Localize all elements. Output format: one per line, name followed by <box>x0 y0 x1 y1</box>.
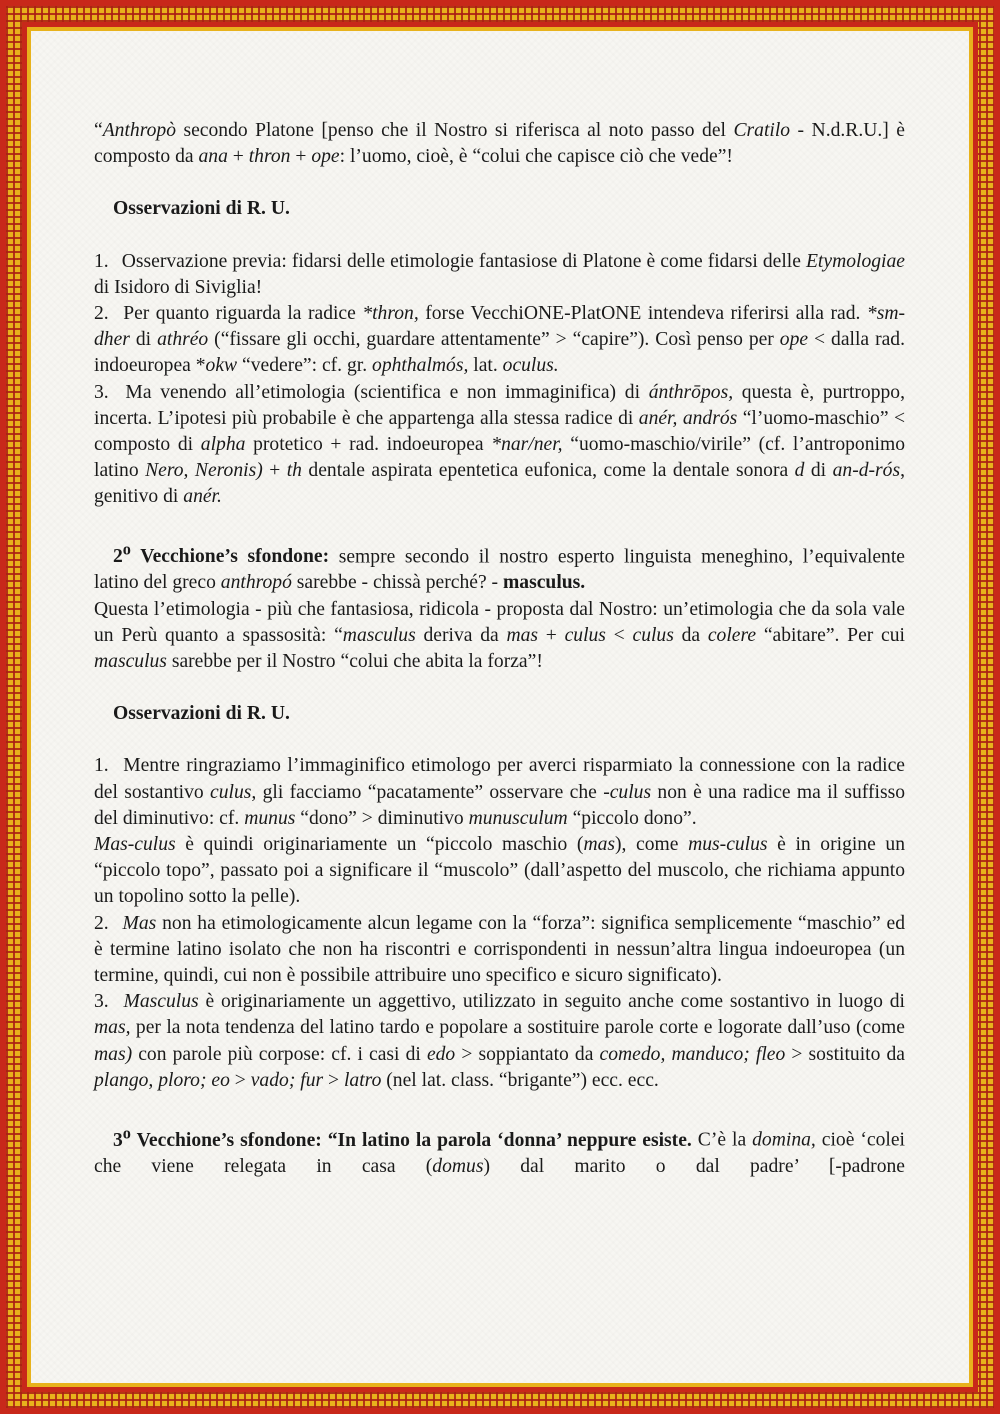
term: *sm-dher <box>94 303 905 351</box>
list-item <box>94 989 905 1094</box>
term: culus <box>632 624 674 646</box>
text-run: questa è, purtroppo, incerta. L’ipotesi più probabile è che appartenga alla stessa radice di <box>94 381 905 429</box>
text-run: + <box>227 146 249 168</box>
term: culus <box>564 624 606 646</box>
text-run: , genitivo di <box>94 460 905 508</box>
text-run: forse VecchiONE-PlatONE intendeva riferirsi alla rad. <box>418 303 867 325</box>
list-item <box>94 753 905 832</box>
item-number: 1. <box>94 755 109 777</box>
term: munus <box>244 807 296 829</box>
sfondone-number: 3 <box>113 1129 123 1151</box>
text-run: “piccolo dono”. <box>567 807 697 829</box>
text-run: per la nota tendenza del latino tardo e popolare a sostituire parole corte e logorate dall’uso (come <box>130 1017 905 1039</box>
term: comedo, manduco; fleo <box>599 1043 786 1065</box>
term: mas <box>506 624 539 646</box>
text-run: “dono” > diminutivo <box>295 807 469 829</box>
item-number: 2. <box>94 303 109 325</box>
section-heading: Osservazioni di R. U. <box>113 703 290 725</box>
text-run: ) dal marito o dal padre’ [-padrone <box>483 1155 905 1177</box>
list-item <box>94 911 905 990</box>
ordinal-marker: o <box>122 1123 131 1143</box>
text-run: protetico + rad. indoeuropea <box>245 434 492 456</box>
text-run: > <box>323 1069 344 1091</box>
text-run: gli facciamo “pacatamente” osservare che <box>256 781 604 803</box>
term: masculus <box>342 624 416 646</box>
text-run: “abitare”. Per cui <box>756 624 905 646</box>
term: anér. <box>183 486 222 508</box>
text-run: sarebbe - chissà perché? - <box>291 572 503 594</box>
term: latro <box>343 1069 382 1091</box>
text-run: - N.d.R.U.] è composto da <box>94 120 905 168</box>
term: anér, andrós <box>638 407 738 429</box>
text-run: Questa l’etimologia - più che fantasiosa, ridicola - proposta dal Nostro: un’etimologia che da sola vale un Perù quanto a spassosità: “ <box>94 598 905 646</box>
term: Mas-culus <box>94 834 176 855</box>
text-run: è originariamente un aggettivo, utilizzato in seguito anche come sostantivo in luogo di <box>198 991 905 1013</box>
term: domus <box>432 1155 484 1177</box>
term: culus, <box>210 781 257 803</box>
text-run: non ha etimologicamente alcun legame con la “forza”: significa semplicemente “maschio” ed è termine latino isolato che non ha riscontri e corrispondenti in nessun’altra lingua indoeuropea (un termine, quindi, cui non è possibile attribuire uno specifico e sicuro significato). <box>94 912 905 987</box>
section-heading: Osservazioni di R. U. <box>113 198 290 220</box>
text-run: C’è la <box>691 1129 753 1151</box>
term-bold: masculus. <box>502 572 586 594</box>
term: ope <box>779 329 809 351</box>
text-run: < <box>605 624 633 646</box>
text-run: deriva da <box>415 624 507 646</box>
term: oculus. <box>502 355 559 377</box>
term: colere <box>707 624 757 646</box>
term: ophthalmós, <box>372 355 469 377</box>
text-run: sempre secondo il nostro esperto linguista meneghino, l’equivalente latino del greco <box>94 546 905 594</box>
text-run: dentale aspirata epentetica eufonica, come la dentale sonora <box>301 460 795 482</box>
list-item <box>94 301 905 380</box>
ordinal-marker: o <box>122 539 131 559</box>
term: alpha <box>200 434 246 456</box>
text-run: > soppiantato da <box>455 1043 600 1065</box>
term: *nar/ner, <box>491 434 563 456</box>
text-run: > sostituito da <box>785 1043 905 1065</box>
sfondone-heading <box>113 539 330 568</box>
text-run: (nel lat. class. “brigante”) ecc. ecc. <box>381 1069 659 1091</box>
term: munusculum <box>468 807 568 829</box>
item-number: 1. <box>94 250 109 272</box>
sfondone-number: 2 <box>113 546 123 568</box>
text-run: di Isidoro di Siviglia! <box>94 276 263 298</box>
text-run: + <box>290 146 312 168</box>
text-run: è quindi originariamente un “piccolo maschio ( <box>175 834 584 855</box>
text-run: “l’uomo-maschio” < composto di <box>94 407 905 456</box>
work-title: Etymologiae <box>805 250 905 272</box>
text-run: lat. <box>468 355 503 377</box>
text-run: sarebbe per il Nostro “colui che abita la forza”! <box>166 650 543 672</box>
term: mas) <box>94 1043 133 1065</box>
text-run: non è una radice ma il suffisso del diminutivo: cf. <box>94 781 905 829</box>
text-run: < dalla rad. indoeuropea * <box>94 329 905 377</box>
sfondone-paragraph <box>94 1120 905 1180</box>
paragraph <box>94 597 905 676</box>
term: ánthrōpos, <box>648 381 734 403</box>
greek-word: Anthropò <box>102 120 176 141</box>
text-run: Osservazione previa: fidarsi delle etimologie fantasiose di Platone è come fidarsi delle <box>121 250 806 272</box>
term: thron <box>248 146 291 168</box>
term: athréo <box>157 329 209 351</box>
text-run: secondo Platone [penso che il Nostro si riferisca al noto passo del <box>176 120 734 141</box>
text-run: cioè ‘colei che viene relegata in casa ( <box>94 1129 905 1177</box>
paragraph <box>94 832 905 911</box>
sfondone-paragraph <box>94 537 905 597</box>
term: okw <box>205 355 238 377</box>
text-run: (“fissare gli occhi, guardare attentamente” > “capire”). Così penso per <box>208 329 780 351</box>
text-run: Mentre ringraziamo l’immaginifico etimologo per averci risparmiato la connessione con la radice del sostantivo <box>94 755 905 803</box>
intro-paragraph: “Anthropò secondo Platone [penso che il Nostro si riferisca al noto passo del Cratilo - N.d.R.U.] è composto da ana + thron + ope: l’uomo, cioè, è “colui che capisce ciò che vede”! <box>94 120 905 168</box>
term: masculus <box>94 650 167 672</box>
text-run: “vedere”: cf. gr. <box>237 355 373 377</box>
term: mus-culus <box>688 834 768 855</box>
term: -culus <box>603 781 652 803</box>
term: *thron, <box>362 303 419 325</box>
sfondone-heading <box>113 1123 692 1151</box>
term: an-d-rós <box>832 460 901 482</box>
term: th <box>286 460 302 482</box>
term: ana <box>198 146 228 168</box>
item-number: 3. <box>94 381 109 403</box>
term: Masculus <box>123 991 199 1013</box>
term: edo <box>426 1043 456 1065</box>
item-number: 3. <box>94 991 109 1013</box>
item-number: 2. <box>94 912 109 934</box>
list-item <box>94 380 905 511</box>
text-run: è in origine un “piccolo topo”, passato poi a significare il “muscolo” (dall’aspetto del muscolo, che richiama appunto un topolino sotto la pelle). <box>94 834 905 908</box>
sfondone-title: Vecchione’s sfondone: <box>130 546 330 568</box>
text-run: : l’uomo, cioè, è “colui che capisce ciò che vede”! <box>339 146 733 168</box>
document-body <box>94 118 905 1180</box>
text-run: Per quanto riguarda la radice <box>123 303 363 325</box>
list-item <box>94 249 905 301</box>
text-run: + <box>538 624 565 646</box>
text-run: + <box>262 460 287 482</box>
term: d <box>794 460 805 482</box>
term: Nero, Neronis) <box>145 460 263 482</box>
term: mas <box>583 834 616 855</box>
text-run: con parole più corpose: cf. i casi di <box>132 1043 427 1065</box>
term: Mas <box>122 912 157 934</box>
text-run: “uomo-maschio/virile” (cf. l’antroponimo latino <box>94 434 905 482</box>
work-title: Cratilo <box>733 120 791 141</box>
term: ope <box>311 146 340 168</box>
term: mas, <box>94 1017 131 1039</box>
text-run: ), come <box>615 834 689 855</box>
text-run: di <box>129 329 158 351</box>
sfondone-title: Vecchione’s sfondone: “In latino la parola ‘donna’ neppure esiste. <box>130 1129 692 1151</box>
term: domina, <box>752 1129 816 1151</box>
text-run: di <box>804 460 833 482</box>
text-run: Ma venendo all’etimologia (scientifica e non immaginifica) di <box>125 381 649 403</box>
term: vado; fur <box>250 1069 324 1091</box>
text-run: da <box>673 624 708 646</box>
text-run: > <box>229 1069 251 1091</box>
term: plango, ploro; eo <box>94 1069 230 1091</box>
term: anthropó <box>220 572 292 594</box>
